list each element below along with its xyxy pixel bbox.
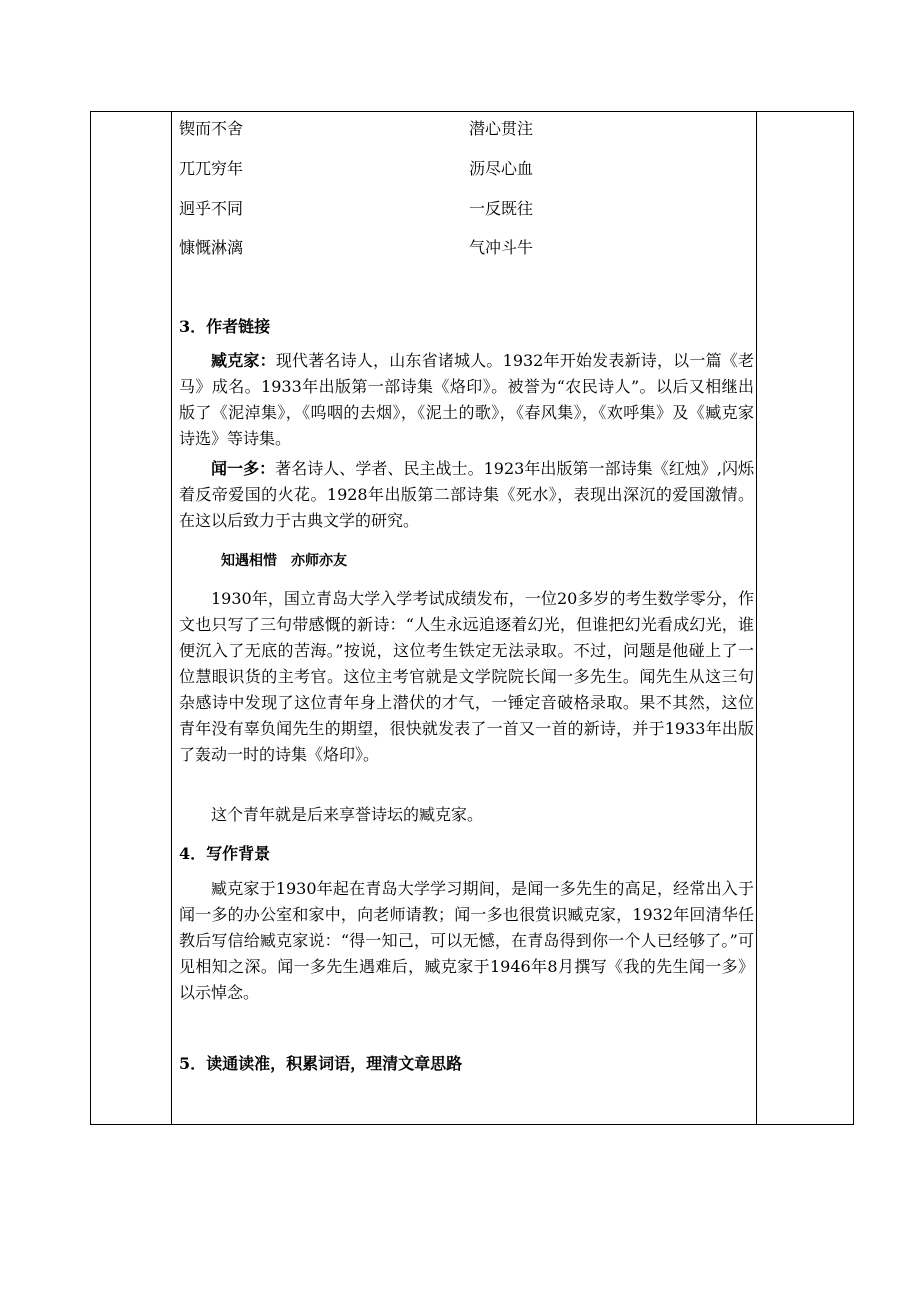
word-pair-row — [179, 235, 754, 259]
word-right: 气冲斗牛 — [469, 238, 534, 257]
word-pair-row — [179, 156, 754, 180]
section-5-heading: 5．读通读准，积累词语，理清文章思路 — [179, 1054, 463, 1073]
story-paragraph: 1930年，国立青岛大学入学考试成绩发布，一位20多岁的考生数学零分，作文也只写了三句带感慨的新诗：“人生永远追逐着幻光，但谁把幻光看成幻光，谁便沉入了无底的苦海。”按说，这位考生铁定无法录取。不过，问题是他碰上了一位慧眼识货的主考官。这位主考官就是文学院院长闻一多先生。闻先生从这三句杂感诗中发现了这位青年身上潜伏的才气，一锤定音破格录取。果不其然，这位青年没有辜负闻先生的期望，很快就发表了一首又一首的新诗，并于1933年出版了轰动一时的诗集《烙印》。 — [179, 589, 754, 764]
subtitle-part-a: 知遇相惜 — [221, 553, 277, 569]
story-conclusion: 这个青年就是后来享誉诗坛的臧克家。 — [211, 805, 484, 824]
section-3-heading: 3．作者链接 — [179, 317, 271, 336]
zang-kejia-text: 现代著名诗人，山东省诸城人。1932年开始发表新诗，以一篇《老马》成名。1933年出版第一部诗集《烙印》。被誉为“农民诗人”。以后又相继出版了《泥淖集》，《呜咽的去烟》，《泥土的歌》，《春风集》，《欢呼集》及《臧克家诗选》等诗集。 — [179, 351, 754, 448]
zang-kejia-bio — [179, 348, 754, 452]
word-left: 慷慨淋漓 — [179, 238, 244, 257]
zang-kejia-name: 臧克家： — [211, 351, 276, 370]
column-divider-right — [756, 112, 757, 1124]
wen-yiduo-name: 闻一多： — [211, 459, 276, 478]
word-left: 迥乎不同 — [179, 199, 244, 218]
wen-yiduo-text: 著名诗人、学者、民主战士。1923年出版第一部诗集《红烛》,闪烁着反帝爱国的火花。1928年出版第二部诗集《死水》，表现出深沉的爱国激情。在这以后致力于古典文学的研究。 — [179, 459, 754, 530]
word-right: 一反既往 — [469, 199, 534, 218]
section-4-heading: 4．写作背景 — [179, 844, 271, 863]
subtitle-part-b: 亦师亦友 — [291, 553, 347, 569]
word-right: 沥尽心血 — [469, 159, 534, 178]
word-pair-row — [179, 196, 754, 220]
word-left: 锲而不舍 — [179, 119, 244, 138]
word-right: 潜心贯注 — [469, 119, 534, 138]
column-divider-left — [171, 112, 172, 1124]
lesson-table — [90, 111, 854, 1125]
background-paragraph: 臧克家于1930年起在青岛大学学习期间，是闻一多先生的高足，经常出入于闻一多的办公室和家中，向老师请教；闻一多也很赏识臧克家，1932年回清华任教后写信给臧克家说：“得一知己，可以无憾，在青岛得到你一个人已经够了。”可见相知之深。闻一多先生遇难后，臧克家于1946年8月撰写《我的先生闻一多》以示悼念。 — [179, 879, 754, 1002]
word-pair-row — [179, 116, 754, 140]
story-subtitle — [221, 550, 347, 570]
wen-yiduo-bio — [179, 456, 754, 534]
word-left: 兀兀穷年 — [179, 159, 244, 178]
